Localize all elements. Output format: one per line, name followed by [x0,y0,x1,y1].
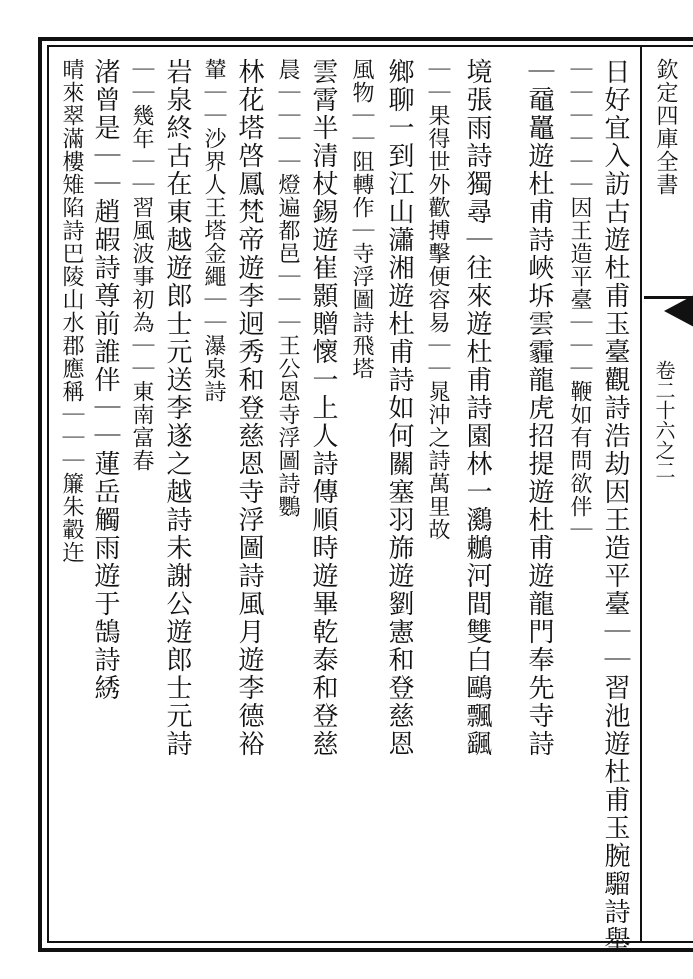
text-column-12: 岩泉終古在東越遊郎士元送李遂之越詩未謝公遊郎士元詩 [162,58,192,758]
text-column-4: 境張雨詩獨尋｜往來遊杜甫詩園林一鸂鶒河間雙白鷗飄颻 [462,58,492,758]
text-column-8: 雲霄半清杖錫遊崔顥贈懷一上人詩傳順時遊畢乾泰和登慈 [308,58,338,758]
banxin-divider [640,45,642,943]
text-column-6: 鄉聊一到江山瀟湘遊杜甫詩如何關塞羽旆遊劉憲和登慈恩 [384,58,414,758]
text-column-3: ｜黿鼉遊杜甫詩峽坼雲霾龍虎招提遊杜甫遊龍門奉先寺詩 [524,58,554,758]
inner-border-top [47,45,693,47]
book-title: 欽定四庫全書 [653,58,678,196]
text-column-5: ｜｜果得世外歡搏擊便容易｜｜晁沖之詩萬里故 [425,58,450,541]
text-column-2: ｜｜｜｜｜｜因王造平臺｜｜｜鞭如有問欲伴｜ [567,58,592,541]
fishtail-mark [644,295,693,327]
inner-border-left [47,45,49,943]
text-column-15: 晴來翠滿樓雉陷詩巴陵山水郡應稱｜｜｜簾朱轂迕 [59,58,84,564]
text-column-1: 日好宜入訪古遊杜甫玉臺觀詩浩劫因王造平臺｜｜習池遊杜甫玉腕騮詩舉 [600,58,630,954]
inner-border-bottom [47,941,693,943]
volume-label: 卷二十六之二 [652,360,676,480]
text-column-11: 輦｜｜沙界人王塔金繩｜｜瀑泉詩 [201,58,226,403]
text-column-14: 渚曾是｜｜趙嘏詩尊前誰伴｜｜蓮岳觸雨遊于鵠詩綉 [90,58,120,702]
text-column-10: 林花塔啓鳳梵帝遊李迥秀和登慈恩寺浮圖詩風月遊李德裕 [234,58,264,758]
text-column-13: ｜｜幾年｜｜習風波事初為｜｜東南富春 [129,58,154,472]
text-column-9: 晨｜｜｜｜燈遍都邑｜｜｜王公恩寺浮圖詩鸚 [275,58,300,518]
text-column-7: 風物｜｜阻轉作｜寺浮圖詩飛塔 [349,58,374,380]
